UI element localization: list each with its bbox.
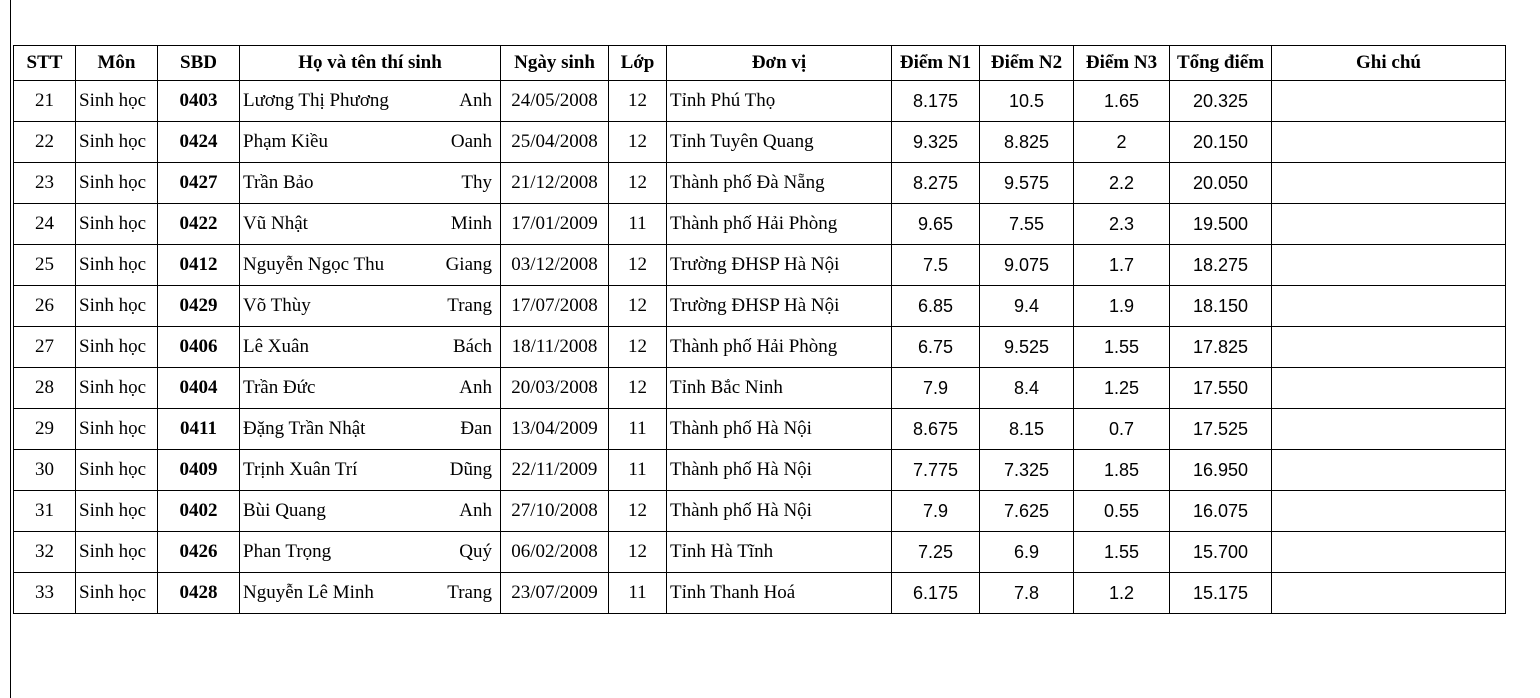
table-row (14, 286, 1506, 327)
cell-diem-n3: 2 (1074, 122, 1170, 163)
cell-tong-diem: 16.950 (1170, 450, 1272, 491)
cell-ten: Trang (447, 582, 492, 603)
cell-ghi-chu (1272, 122, 1506, 163)
cell-mon: Sinh học (76, 81, 158, 122)
cell-ho-ten (240, 81, 501, 122)
cell-sbd: 0426 (158, 532, 240, 573)
cell-diem-n1: 7.9 (892, 368, 980, 409)
cell-diem-n3: 1.2 (1074, 573, 1170, 614)
cell-ngay-sinh: 17/01/2009 (501, 204, 609, 245)
cell-stt: 30 (14, 450, 76, 491)
header-row (14, 46, 1506, 81)
cell-diem-n3: 1.55 (1074, 327, 1170, 368)
cell-tong-diem: 20.325 (1170, 81, 1272, 122)
cell-ghi-chu (1272, 409, 1506, 450)
cell-ten: Thy (461, 172, 492, 193)
header-cell-diem-n1: Điểm N1 (892, 46, 980, 81)
cell-don-vi: Thành phố Hà Nội (667, 409, 892, 450)
cell-ten: Anh (459, 377, 492, 398)
cell-ten: Quý (459, 541, 492, 562)
cell-lop: 12 (609, 122, 667, 163)
cell-tong-diem: 19.500 (1170, 204, 1272, 245)
cell-stt: 33 (14, 573, 76, 614)
cell-lop: 11 (609, 409, 667, 450)
cell-diem-n3: 0.55 (1074, 491, 1170, 532)
cell-ngay-sinh: 17/07/2008 (501, 286, 609, 327)
cell-sbd: 0411 (158, 409, 240, 450)
cell-sbd: 0424 (158, 122, 240, 163)
cell-diem-n1: 9.325 (892, 122, 980, 163)
cell-ho-dem: Trần Bảo (243, 172, 314, 193)
cell-diem-n2: 9.4 (980, 286, 1074, 327)
cell-ho-ten (240, 122, 501, 163)
cell-mon: Sinh học (76, 532, 158, 573)
cell-diem-n3: 1.65 (1074, 81, 1170, 122)
cell-lop: 12 (609, 245, 667, 286)
cell-don-vi: Trường ĐHSP Hà Nội (667, 286, 892, 327)
header-cell-lop: Lớp (609, 46, 667, 81)
cell-don-vi: Thành phố Hà Nội (667, 450, 892, 491)
cell-don-vi: Tỉnh Phú Thọ (667, 81, 892, 122)
cell-diem-n1: 8.675 (892, 409, 980, 450)
cell-mon: Sinh học (76, 286, 158, 327)
cell-lop: 12 (609, 81, 667, 122)
cell-ho-ten (240, 286, 501, 327)
cell-don-vi: Thành phố Hải Phòng (667, 327, 892, 368)
cell-stt: 22 (14, 122, 76, 163)
cell-sbd: 0427 (158, 163, 240, 204)
table-row (14, 163, 1506, 204)
cell-ho-ten (240, 163, 501, 204)
cell-ten: Giang (445, 254, 492, 275)
cell-sbd: 0409 (158, 450, 240, 491)
cell-mon: Sinh học (76, 327, 158, 368)
cell-ngay-sinh: 22/11/2009 (501, 450, 609, 491)
cell-ghi-chu (1272, 368, 1506, 409)
cell-sbd: 0412 (158, 245, 240, 286)
cell-tong-diem: 16.075 (1170, 491, 1272, 532)
cell-stt: 23 (14, 163, 76, 204)
cell-don-vi: Tỉnh Hà Tĩnh (667, 532, 892, 573)
cell-ho-dem: Lương Thị Phương (243, 90, 389, 111)
cell-ghi-chu (1272, 573, 1506, 614)
cell-ho-dem: Phạm Kiều (243, 131, 328, 152)
cell-ho-ten (240, 245, 501, 286)
cell-ho-dem: Bùi Quang (243, 500, 326, 521)
cell-ngay-sinh: 06/02/2008 (501, 532, 609, 573)
cell-tong-diem: 15.175 (1170, 573, 1272, 614)
header-cell-ngay-sinh: Ngày sinh (501, 46, 609, 81)
table-row (14, 122, 1506, 163)
cell-sbd: 0428 (158, 573, 240, 614)
cell-ngay-sinh: 20/03/2008 (501, 368, 609, 409)
cell-ho-dem: Nguyễn Ngọc Thu (243, 254, 385, 275)
cell-don-vi: Tỉnh Thanh Hoá (667, 573, 892, 614)
cell-diem-n2: 9.575 (980, 163, 1074, 204)
cell-diem-n2: 8.4 (980, 368, 1074, 409)
cell-mon: Sinh học (76, 245, 158, 286)
cell-ten: Trang (447, 295, 492, 316)
cell-diem-n1: 7.25 (892, 532, 980, 573)
cell-diem-n2: 7.55 (980, 204, 1074, 245)
cell-diem-n1: 8.275 (892, 163, 980, 204)
cell-mon: Sinh học (76, 573, 158, 614)
cell-ghi-chu (1272, 491, 1506, 532)
cell-lop: 11 (609, 204, 667, 245)
cell-don-vi: Thành phố Hà Nội (667, 491, 892, 532)
cell-stt: 29 (14, 409, 76, 450)
table-row (14, 204, 1506, 245)
cell-ho-dem: Nguyễn Lê Minh (243, 582, 374, 603)
cell-sbd: 0406 (158, 327, 240, 368)
cell-stt: 31 (14, 491, 76, 532)
cell-diem-n3: 1.55 (1074, 532, 1170, 573)
cell-mon: Sinh học (76, 163, 158, 204)
cell-diem-n1: 6.175 (892, 573, 980, 614)
cell-tong-diem: 15.700 (1170, 532, 1272, 573)
cell-ngay-sinh: 24/05/2008 (501, 81, 609, 122)
cell-diem-n2: 9.075 (980, 245, 1074, 286)
cell-tong-diem: 17.550 (1170, 368, 1272, 409)
cell-diem-n2: 7.625 (980, 491, 1074, 532)
cell-sbd: 0404 (158, 368, 240, 409)
cell-diem-n2: 6.9 (980, 532, 1074, 573)
cell-ho-dem: Vũ Nhật (243, 213, 308, 234)
cell-stt: 21 (14, 81, 76, 122)
cell-diem-n3: 1.25 (1074, 368, 1170, 409)
cell-diem-n3: 1.85 (1074, 450, 1170, 491)
cell-ghi-chu (1272, 81, 1506, 122)
table-row (14, 491, 1506, 532)
cell-ho-ten (240, 368, 501, 409)
cell-ten: Oanh (450, 131, 492, 152)
cell-ho-ten (240, 532, 501, 573)
results-table (13, 45, 1506, 614)
table-row (14, 245, 1506, 286)
cell-ho-dem: Võ Thùy (243, 295, 311, 316)
cell-stt: 27 (14, 327, 76, 368)
cell-lop: 12 (609, 491, 667, 532)
cell-lop: 11 (609, 450, 667, 491)
cell-stt: 24 (14, 204, 76, 245)
cell-tong-diem: 20.150 (1170, 122, 1272, 163)
cell-tong-diem: 18.275 (1170, 245, 1272, 286)
cell-ngay-sinh: 13/04/2009 (501, 409, 609, 450)
cell-mon: Sinh học (76, 409, 158, 450)
cell-tong-diem: 17.825 (1170, 327, 1272, 368)
cell-diem-n3: 2.3 (1074, 204, 1170, 245)
cell-ngay-sinh: 18/11/2008 (501, 327, 609, 368)
cell-ho-ten (240, 204, 501, 245)
cell-ten: Dũng (449, 459, 492, 480)
header-cell-ho-ten: Họ và tên thí sinh (240, 46, 501, 81)
header-cell-ghi-chu: Ghi chú (1272, 46, 1506, 81)
cell-mon: Sinh học (76, 450, 158, 491)
cell-tong-diem: 18.150 (1170, 286, 1272, 327)
page-left-border (10, 0, 11, 698)
cell-sbd: 0403 (158, 81, 240, 122)
cell-stt: 26 (14, 286, 76, 327)
cell-stt: 25 (14, 245, 76, 286)
cell-ho-ten (240, 327, 501, 368)
cell-lop: 12 (609, 368, 667, 409)
cell-mon: Sinh học (76, 368, 158, 409)
cell-diem-n3: 1.7 (1074, 245, 1170, 286)
cell-ho-ten (240, 491, 501, 532)
cell-ho-ten (240, 573, 501, 614)
cell-diem-n1: 6.85 (892, 286, 980, 327)
cell-mon: Sinh học (76, 204, 158, 245)
cell-diem-n1: 7.9 (892, 491, 980, 532)
cell-lop: 12 (609, 286, 667, 327)
cell-ten: Anh (459, 500, 492, 521)
cell-sbd: 0422 (158, 204, 240, 245)
cell-diem-n1: 8.175 (892, 81, 980, 122)
cell-diem-n2: 7.325 (980, 450, 1074, 491)
cell-sbd: 0429 (158, 286, 240, 327)
cell-diem-n1: 6.75 (892, 327, 980, 368)
cell-ten: Anh (459, 90, 492, 111)
table-row (14, 532, 1506, 573)
cell-mon: Sinh học (76, 491, 158, 532)
cell-lop: 11 (609, 573, 667, 614)
cell-don-vi: Tỉnh Tuyên Quang (667, 122, 892, 163)
cell-lop: 12 (609, 532, 667, 573)
cell-diem-n2: 8.15 (980, 409, 1074, 450)
cell-don-vi: Thành phố Hải Phòng (667, 204, 892, 245)
cell-ten: Minh (450, 213, 492, 234)
cell-ghi-chu (1272, 286, 1506, 327)
cell-ho-ten (240, 409, 501, 450)
cell-ngay-sinh: 27/10/2008 (501, 491, 609, 532)
header-cell-sbd: SBD (158, 46, 240, 81)
table-row (14, 409, 1506, 450)
cell-diem-n1: 7.5 (892, 245, 980, 286)
cell-diem-n2: 9.525 (980, 327, 1074, 368)
table-row (14, 327, 1506, 368)
cell-ghi-chu (1272, 163, 1506, 204)
cell-diem-n1: 7.775 (892, 450, 980, 491)
table-row (14, 368, 1506, 409)
cell-diem-n3: 1.9 (1074, 286, 1170, 327)
cell-lop: 12 (609, 163, 667, 204)
cell-don-vi: Trường ĐHSP Hà Nội (667, 245, 892, 286)
cell-ho-ten (240, 450, 501, 491)
cell-ho-dem: Trịnh Xuân Trí (243, 459, 358, 480)
cell-ghi-chu (1272, 245, 1506, 286)
cell-tong-diem: 17.525 (1170, 409, 1272, 450)
cell-ho-dem: Đặng Trần Nhật (243, 418, 366, 439)
cell-mon: Sinh học (76, 122, 158, 163)
cell-sbd: 0402 (158, 491, 240, 532)
cell-ngay-sinh: 21/12/2008 (501, 163, 609, 204)
cell-diem-n1: 9.65 (892, 204, 980, 245)
table-row (14, 573, 1506, 614)
header-cell-mon: Môn (76, 46, 158, 81)
header-cell-diem-n3: Điểm N3 (1074, 46, 1170, 81)
table-row (14, 81, 1506, 122)
cell-ngay-sinh: 23/07/2009 (501, 573, 609, 614)
cell-ho-dem: Lê Xuân (243, 336, 309, 357)
cell-diem-n2: 7.8 (980, 573, 1074, 614)
header-cell-don-vi: Đơn vị (667, 46, 892, 81)
cell-stt: 28 (14, 368, 76, 409)
table-row (14, 450, 1506, 491)
cell-ten: Đan (460, 418, 492, 439)
cell-ghi-chu (1272, 450, 1506, 491)
cell-diem-n3: 0.7 (1074, 409, 1170, 450)
cell-stt: 32 (14, 532, 76, 573)
header-cell-diem-n2: Điểm N2 (980, 46, 1074, 81)
cell-ngay-sinh: 25/04/2008 (501, 122, 609, 163)
cell-ghi-chu (1272, 532, 1506, 573)
cell-lop: 12 (609, 327, 667, 368)
header-cell-tong-diem: Tổng điểm (1170, 46, 1272, 81)
cell-don-vi: Thành phố Đà Nẵng (667, 163, 892, 204)
cell-ghi-chu (1272, 327, 1506, 368)
cell-ngay-sinh: 03/12/2008 (501, 245, 609, 286)
cell-diem-n2: 10.5 (980, 81, 1074, 122)
cell-diem-n3: 2.2 (1074, 163, 1170, 204)
cell-tong-diem: 20.050 (1170, 163, 1272, 204)
cell-ten: Bách (452, 336, 492, 357)
cell-ghi-chu (1272, 204, 1506, 245)
cell-diem-n2: 8.825 (980, 122, 1074, 163)
cell-ho-dem: Phan Trọng (243, 541, 332, 562)
cell-ho-dem: Trần Đức (243, 377, 316, 398)
header-cell-stt: STT (14, 46, 76, 81)
cell-don-vi: Tỉnh Bắc Ninh (667, 368, 892, 409)
